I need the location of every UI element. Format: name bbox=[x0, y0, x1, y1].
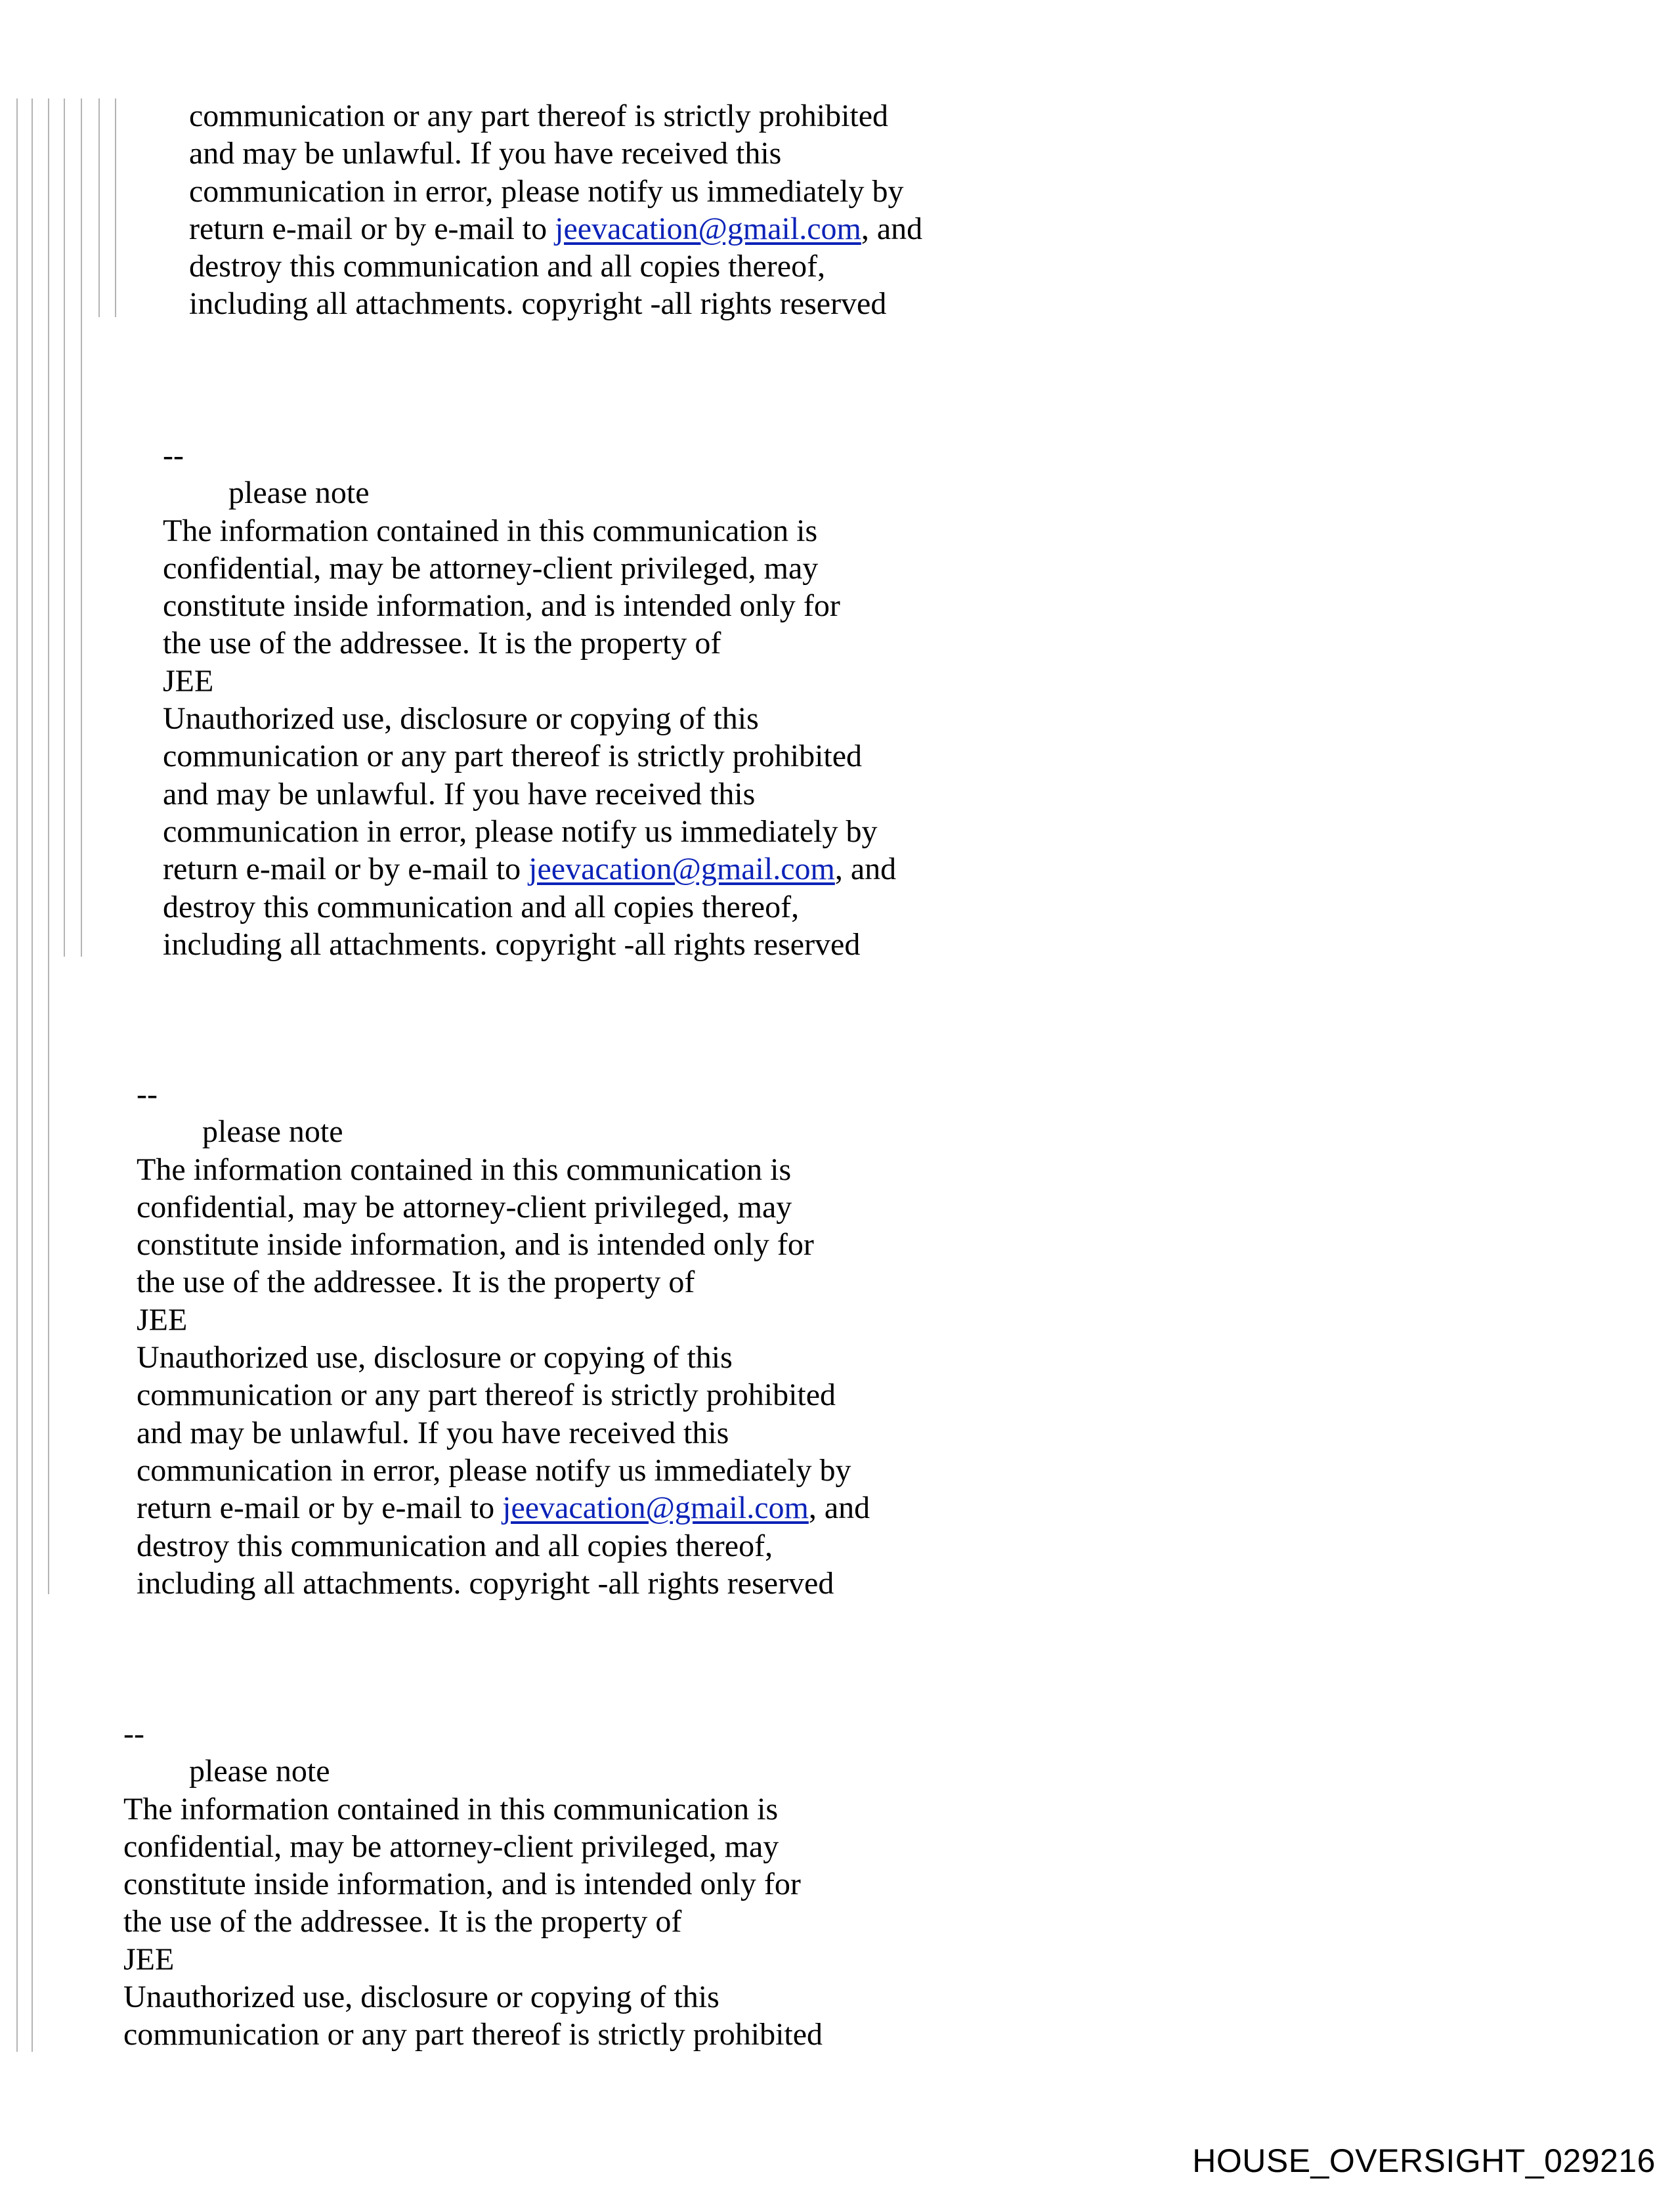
separator: -- bbox=[163, 438, 184, 473]
disclaimer-continuation bbox=[189, 97, 922, 323]
text-line: The information contained in this communication is bbox=[163, 513, 818, 548]
text-line: communication in error, please notify us immediately by bbox=[189, 173, 904, 209]
please-note-heading: please note bbox=[202, 1114, 343, 1150]
email-link[interactable]: jeevacation@gmail.com bbox=[555, 211, 861, 246]
text-line: The information contained in this communication is bbox=[137, 1152, 792, 1187]
text-line: communication or any part thereof is strictly prohibited bbox=[163, 739, 863, 774]
text-line: and may be unlawful. If you have received this bbox=[189, 136, 782, 171]
text-line: Unauthorized use, disclosure or copying of this bbox=[123, 1980, 719, 2015]
please-note-heading: please note bbox=[189, 1754, 330, 1789]
text-line: JEE bbox=[123, 1941, 175, 1977]
text-line: constitute inside information, and is intended only for bbox=[123, 1867, 801, 1902]
text-line: confidential, may be attorney-client privileged, may bbox=[123, 1829, 779, 1864]
text-line: constitute inside information, and is intended only for bbox=[163, 588, 840, 624]
please-note-heading: please note bbox=[228, 475, 370, 511]
text-line: and may be unlawful. If you have received this bbox=[163, 776, 756, 812]
quote-bar bbox=[64, 98, 65, 957]
email-link[interactable]: jeevacation@gmail.com bbox=[528, 852, 835, 887]
text-line: communication in error, please notify us immediately by bbox=[163, 813, 878, 849]
text-line: including all attachments. copyright -all rights reserved bbox=[189, 286, 887, 322]
text-line: and may be unlawful. If you have received this bbox=[137, 1415, 729, 1450]
text-line: confidential, may be attorney-client privileged, may bbox=[163, 550, 819, 586]
text-line: the use of the addressee. It is the property of bbox=[123, 1904, 682, 1940]
quote-bar bbox=[16, 98, 18, 2052]
text-line: destroy this communication and all copies thereof, bbox=[163, 889, 800, 924]
text-line: including all attachments. copyright -all rights reserved bbox=[137, 1565, 834, 1601]
text-line: destroy this communication and all copies thereof, bbox=[189, 249, 826, 284]
quote-bar bbox=[48, 98, 49, 1594]
text-line: return e-mail or by e-mail to jeevacation@gmail.com, and bbox=[189, 211, 923, 246]
text-line: confidential, may be attorney-client privileged, may bbox=[137, 1189, 792, 1225]
text-line: The information contained in this communication is bbox=[123, 1791, 779, 1827]
text-line: constitute inside information, and is intended only for bbox=[137, 1227, 814, 1263]
text-line: return e-mail or by e-mail to jeevacation@gmail.com, and bbox=[163, 852, 897, 887]
text-line: communication in error, please notify us immediately by bbox=[137, 1452, 851, 1488]
bates-number: HOUSE_OVERSIGHT_029216 bbox=[1192, 2142, 1656, 2179]
disclaimer-notice bbox=[137, 1075, 870, 1602]
text-line: Unauthorized use, disclosure or copying of this bbox=[137, 1340, 733, 1376]
separator: -- bbox=[137, 1077, 158, 1112]
text-line: JEE bbox=[163, 663, 214, 699]
quote-bar bbox=[81, 98, 82, 957]
text-line: return e-mail or by e-mail to jeevacation@gmail.com, and bbox=[137, 1490, 870, 1526]
text-line: the use of the addressee. It is the property of bbox=[137, 1265, 695, 1300]
text-line: communication or any part thereof is strictly prohibited bbox=[123, 2017, 823, 2052]
text-line: communication or any part thereof is strictly prohibited bbox=[189, 98, 889, 133]
disclaimer-notice bbox=[163, 437, 896, 963]
disclaimer-notice bbox=[123, 1715, 823, 2054]
text-line: destroy this communication and all copies thereof, bbox=[137, 1528, 773, 1563]
text-line: the use of the addressee. It is the property of bbox=[163, 626, 721, 661]
separator: -- bbox=[123, 1716, 144, 1751]
text-line: including all attachments. copyright -all rights reserved bbox=[163, 926, 861, 962]
quote-bar bbox=[115, 98, 116, 317]
text-line: Unauthorized use, disclosure or copying of this bbox=[163, 701, 759, 737]
text-line: JEE bbox=[137, 1302, 188, 1337]
quote-bar bbox=[98, 98, 100, 317]
text-line: communication or any part thereof is strictly prohibited bbox=[137, 1377, 836, 1413]
quote-bar bbox=[32, 98, 33, 2052]
email-link[interactable]: jeevacation@gmail.com bbox=[502, 1490, 809, 1526]
